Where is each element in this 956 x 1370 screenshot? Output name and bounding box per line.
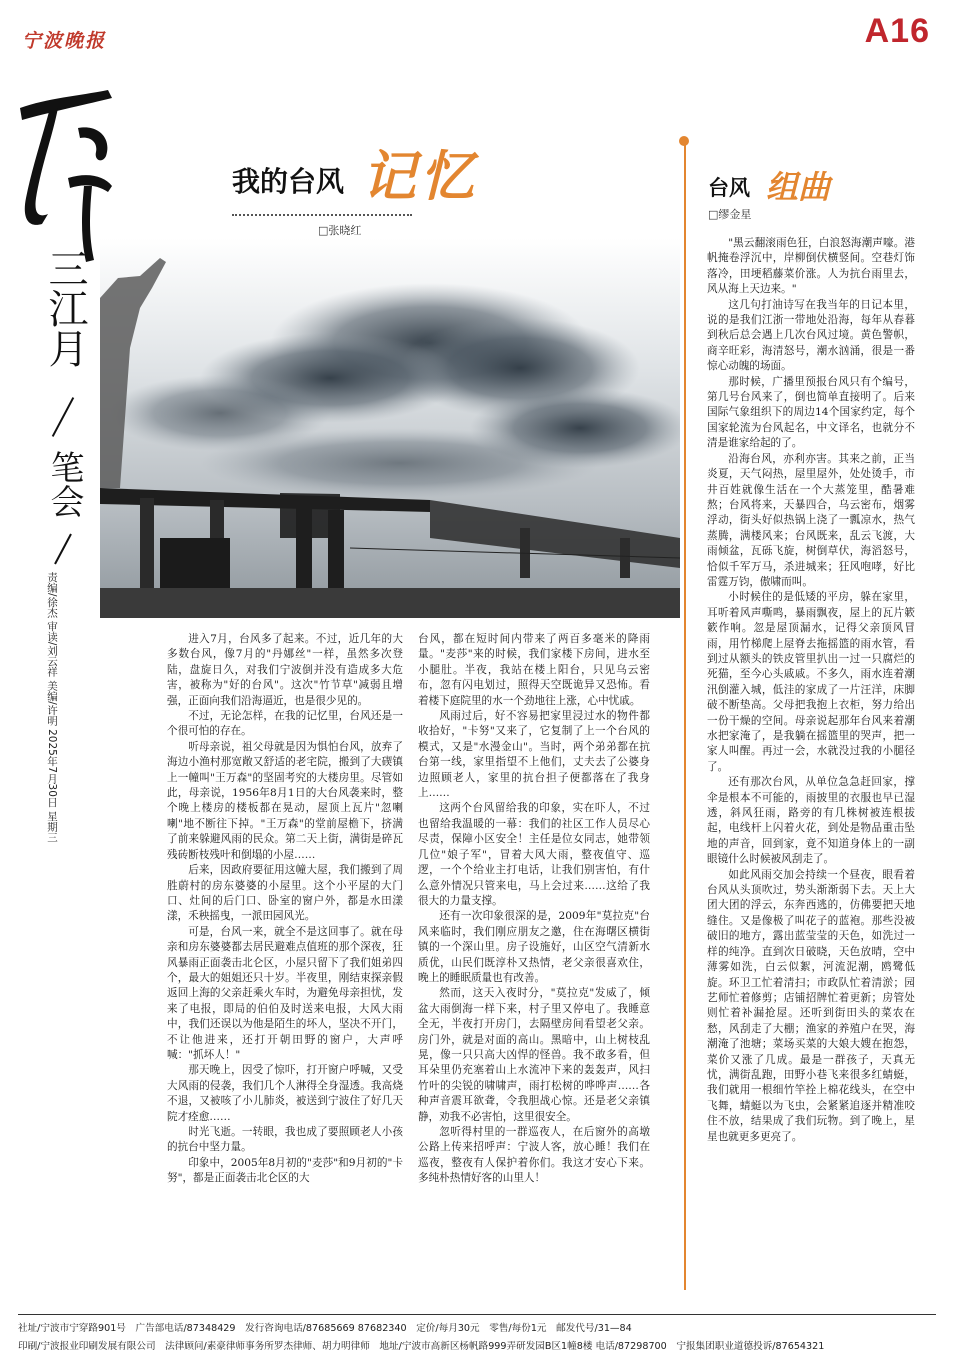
paragraph: 如此风雨交加会持续一个昼夜，眼看着台风从头顶吹过，势头渐渐弱下去。天上大团大团的浮云，东奔西逃的，仿佛要把天地缝住。又是像极了叫花子的蓝袍。那些没被破旧的地方，露出蓝莹莹的天色，如洗过一样的纯净。直到次日破晓，天色放晴，空中薄雾如洗，白云似絮，河流泥潮，鸥鹭低旋。环卫工忙着清扫；市政队忙着清淤；园艺师忙着修剪；店铺招牌忙着更新；房管处则忙着补漏抢屋。还听到街田头的菜农在愁，风刮走了大棚；渔家的养殖户在哭，海潮淹了池塘；菜场买菜的大娘大嫂在抱怨，菜价又涨了几成。最是一群孩子，天真无忧，满街乱跑，田野小巷飞来很多红蜻蜓，我们就用一根细竹竿拴上棉花线头，在空中飞舞，蜻蜓以为飞虫，会紧紧追逐并精准咬住不放，结果成了我们玩物。到了晚上，星星也就更多更亮了。: [707, 868, 915, 1143]
orange-accent-line: [684, 140, 686, 1290]
paragraph: 还有那次台风，从单位急急赶回家，撑伞是根本不可能的，雨披里的衣服也早已湿透，斜风狂雨，路旁的有几株树被连根拔起，电线杆上闪着火花，到处是物品重击坠地的声音，回到家，竟不知道身体上的一副眼镜什么时候被风刮走了。: [707, 776, 915, 866]
article1-column-1: [167, 632, 403, 1187]
title-dotted-rule: [232, 214, 412, 216]
paragraph: 这几句打油诗写在我当年的日记本里，说的是我们江浙一带地处沿海，每年从春暮到秋后总会遇上几次台风过境。黄色警帜，商辛旺彩，海清怒号，潮水汹涌，很是一番惊心动魄的场面。: [707, 298, 915, 373]
masthead-logo: 宁波晚报: [22, 30, 107, 52]
article-title-script: 记忆: [362, 144, 478, 208]
paragraph: 可是，台风一来，就全不是这回事了。就在母亲和房东婆婆都去居民避难点值班的那个深夜，狂风暴雨正面袭击北仑区，小屋只留下了我们姐弟四个，最大的姐姐还只十岁。半夜里，刚结束探亲假返回上海的父亲赶乘火车时，为避免母亲担忧，发来了电报，即局的伯伯及时送来电报，大风大雨中，我们还误以为他是陌生的坏人，坚决不开门，不让他进来，还打开朝田野的窗户，大声呼喊："抓坏人！": [167, 925, 403, 1061]
editors-credit: 责编/徐杰 审读/刘云祥 美编/许明 2025年7月30日 星期三: [46, 572, 58, 843]
footer-line-2: 印刷/宁波报业印刷发展有限公司 法律顾问/素豪律师事务所罗杰律师、胡力明律师 地址/宁波市高新区杨帆路999弄研发园B区1幢8楼 电话/87298700 宁报集团职业道德投诉/87654321: [18, 1341, 825, 1352]
paragraph: 小时候住的是低矮的平房，躲在家里，耳听着风声嘶鸣，暴雨飘夜，屋上的瓦片簌簌作响。忽是屋顶漏水，记得父亲顶风冒雨，用竹梯爬上屋脊去拖摇篮的雨水管，看到过从额头的铁皮管里扒出一过一只腐烂的死猫，至今心头戚戚。不多久，雨水连着潮汛倒灌入城，低洼的家成了一片汪洋，床脚破不断垫高。父母把我抱上衣柜，努力给出一份干燥的空间。母亲说起那年台风来着潮水把家淹了，是我躺在摇篮里的哭声，把一家人叫醒。再过一会，水就没过我的小腿径了。: [707, 591, 915, 773]
article1-column-2: [418, 632, 650, 1187]
paragraph: 那天晚上，因受了惊吓，打开窗户呼喊，又受大风雨的侵袭，我们几个人淋得全身湿透。我高烧不退，又被咳了小儿肺炎，被送到宁波住了好几天院才痊愈……: [167, 1064, 403, 1123]
paragraph: 然而，这天入夜时分，"莫拉克"发威了，倾盆大雨倒海一样下来，村子里又停电了。我睡意全无，半夜打开房门，去隔壁房间看望老父亲。房门外，就是对面的高山。黑暗中，山上树枝乱晃，像一只只高大凶悍的怪兽。我不敢多看，但耳朵里仍充塞着山上水流冲下来的轰轰声，风扫竹叶的尖锐的啸啸声，雨打松树的哗哗声……各种声音震耳欲聋，令我胆战心惊。还是老父亲镇静，劝我不必害怕，这里很安全。: [418, 987, 650, 1123]
section-divider: [52, 397, 74, 437]
article2-title-script: 组曲: [766, 168, 831, 206]
storm-sky-bridge-photo: [100, 238, 680, 618]
paragraph: 后来，因政府要征用这幢大屋，我们搬到了周胜蔚村的房东婆婆的小屋里。这个小平屋的大门口、灶间的后门口、卧室的窗户外，都是水田漾漾，禾秧摇曳，一派田园风光。: [167, 864, 403, 923]
page-number: A16: [864, 12, 930, 50]
article2-author: □缪金星: [708, 208, 752, 221]
footer-line-1: 社址/宁波市宁穿路901号 广告部电话/87348429 发行咨询电话/87685669 87682340 定价/每月30元 零售/每份1元 邮发代号/31—84: [18, 1323, 632, 1334]
paragraph: 听母亲说，祖父母就是因为惧怕台风，放弃了海边小渔村那宽敞又舒适的老宅院，搬到了大碶镇上一幢叫"王万森"的坚固考究的大楼房里。尽管如此，母亲说，1956年8月1日的大台风袭来时，整个晚上楼房的楼板都在晃动，屋顶上瓦片"忽喇喇"地不断往下掉。"王万森"的堂前屋檐下，挤满了前来躲避风雨的民众。第二天上街，满街是碎瓦残砖断枝残叶和倒塌的小屋……: [167, 740, 403, 861]
paragraph: 时光飞逝。一转眼，我也成了要照顾老人小孩的抗台中坚力量。: [167, 1126, 403, 1154]
footer-rule: [18, 1314, 936, 1315]
paragraph: 沿海台风，亦利亦害。其来之前，正当炎夏，天气闷热，屋里屋外，处处烫手，市井百姓就像生活在一个大蒸笼里，酷暑难熬；台风将来，天暴四合，乌云密布，烟雾浮动，街头好似热锅上浇了一瓢凉水，热气蒸腾，满楼风来；台风既来，乱云飞渡，大雨倾盆，瓦砾飞旋，树倒草伏，海滔怒号，恰似千军万马，杀进城来；狂风咆哮，好比雷霆万钧，傲啸而叫。: [707, 452, 915, 588]
paragraph: 进入7月，台风多了起来。不过，近几年的大多数台风，像7月的"丹娜丝"一样，虽然多次登陆，盘旋日久，对我们宁波倒并没有造成多大危害，被称为"好的台风"。这次"竹节草"减弱且增强，正面向我们沿海逼近，也是很少见的。: [167, 633, 403, 707]
article2-title: 台风: [708, 175, 750, 200]
article2-column: [707, 236, 915, 1145]
paragraph: "黑云翻滚雨色狂，白浪怒海潮声嚎。港帆掩卷浮沉中，岸柳倒伏横竖间。空巷灯饰落冷，田埂稻藤菜价涨。人为抗台雨里去，风从海上天边来。": [707, 237, 915, 296]
paragraph: 那时候，广播里预报台风只有个编号，第几号台风来了，倒也简单直接明了。后来国际气象组织下的周边14个国家约定，每个国家轮流为台风起名，中文译名，也就分不清是谁家给起的了。: [707, 375, 915, 450]
article-author: □张晓红: [318, 224, 362, 237]
paragraph: 忽听得村里的一群巡夜人，在后窗外的高墩公路上传来招呼声：宁波人客，放心睡！我们在巡夜，整夜有人保护着你们。我这才安心下来。多纯朴热情好客的山里人！: [418, 1126, 650, 1185]
paragraph: 还有一次印象很深的是，2009年"莫拉克"台风来临时，我们刚应朋友之邀，住在海曙区横街镇的一个深山里。房子设施好，山区空气清新水质优，山民们既淳朴又热情，老父亲很喜欢住，晚上的睡眠质量也有改善。: [418, 910, 650, 984]
paragraph: 印象中，2005年8月初的"麦莎"和9月初的"卡努"，都是正面袭击北仑区的大: [167, 1156, 403, 1185]
paragraph: 不过，无论怎样，在我的记忆里，台风还是一个很可怕的存在。: [167, 710, 403, 738]
section-divider-2: [54, 534, 72, 565]
section-title: 三江月: [42, 248, 88, 368]
article-title: 我的台风: [232, 165, 345, 198]
paragraph: 这两个台风留给我的印象，实在吓人，不过也留给我温暖的一幕：我们的社区工作人员尽心尽责，保障小区安全！主任是位女同志，她带领几位"娘子军"，冒着大风大雨，整夜值守、巡逻，一个个给业主打电话，让我们别害怕，有什么意外情况只管来电，马上会过来……这给了我很大的力量支撑。: [418, 802, 650, 907]
paragraph: 台风，都在短时间内带来了两百多毫米的降雨量。"麦莎"来的时候，我们家楼下房间，进水至小腿肚。半夜，我站在楼上阳台，只见乌云密布，忽有闪电划过，照得天空既诡异又恐怖。看着楼下庭院里的水一个劲地往上涨，心中忧戚。: [418, 633, 650, 707]
orange-accent-dot: [679, 136, 689, 146]
paragraph: 风雨过后，好不容易把家里浸过水的物件都收拾好，"卡努"又来了，它复制了上一个台风的模式，又是"水漫金山"。当时，两个弟弟都在抗台第一线，家里指望不上他们，丈夫去了公婆身边照顾老人，家里的抗台担子便都落在了我身上……: [418, 710, 650, 800]
section-subtitle: 笔会: [44, 450, 84, 518]
